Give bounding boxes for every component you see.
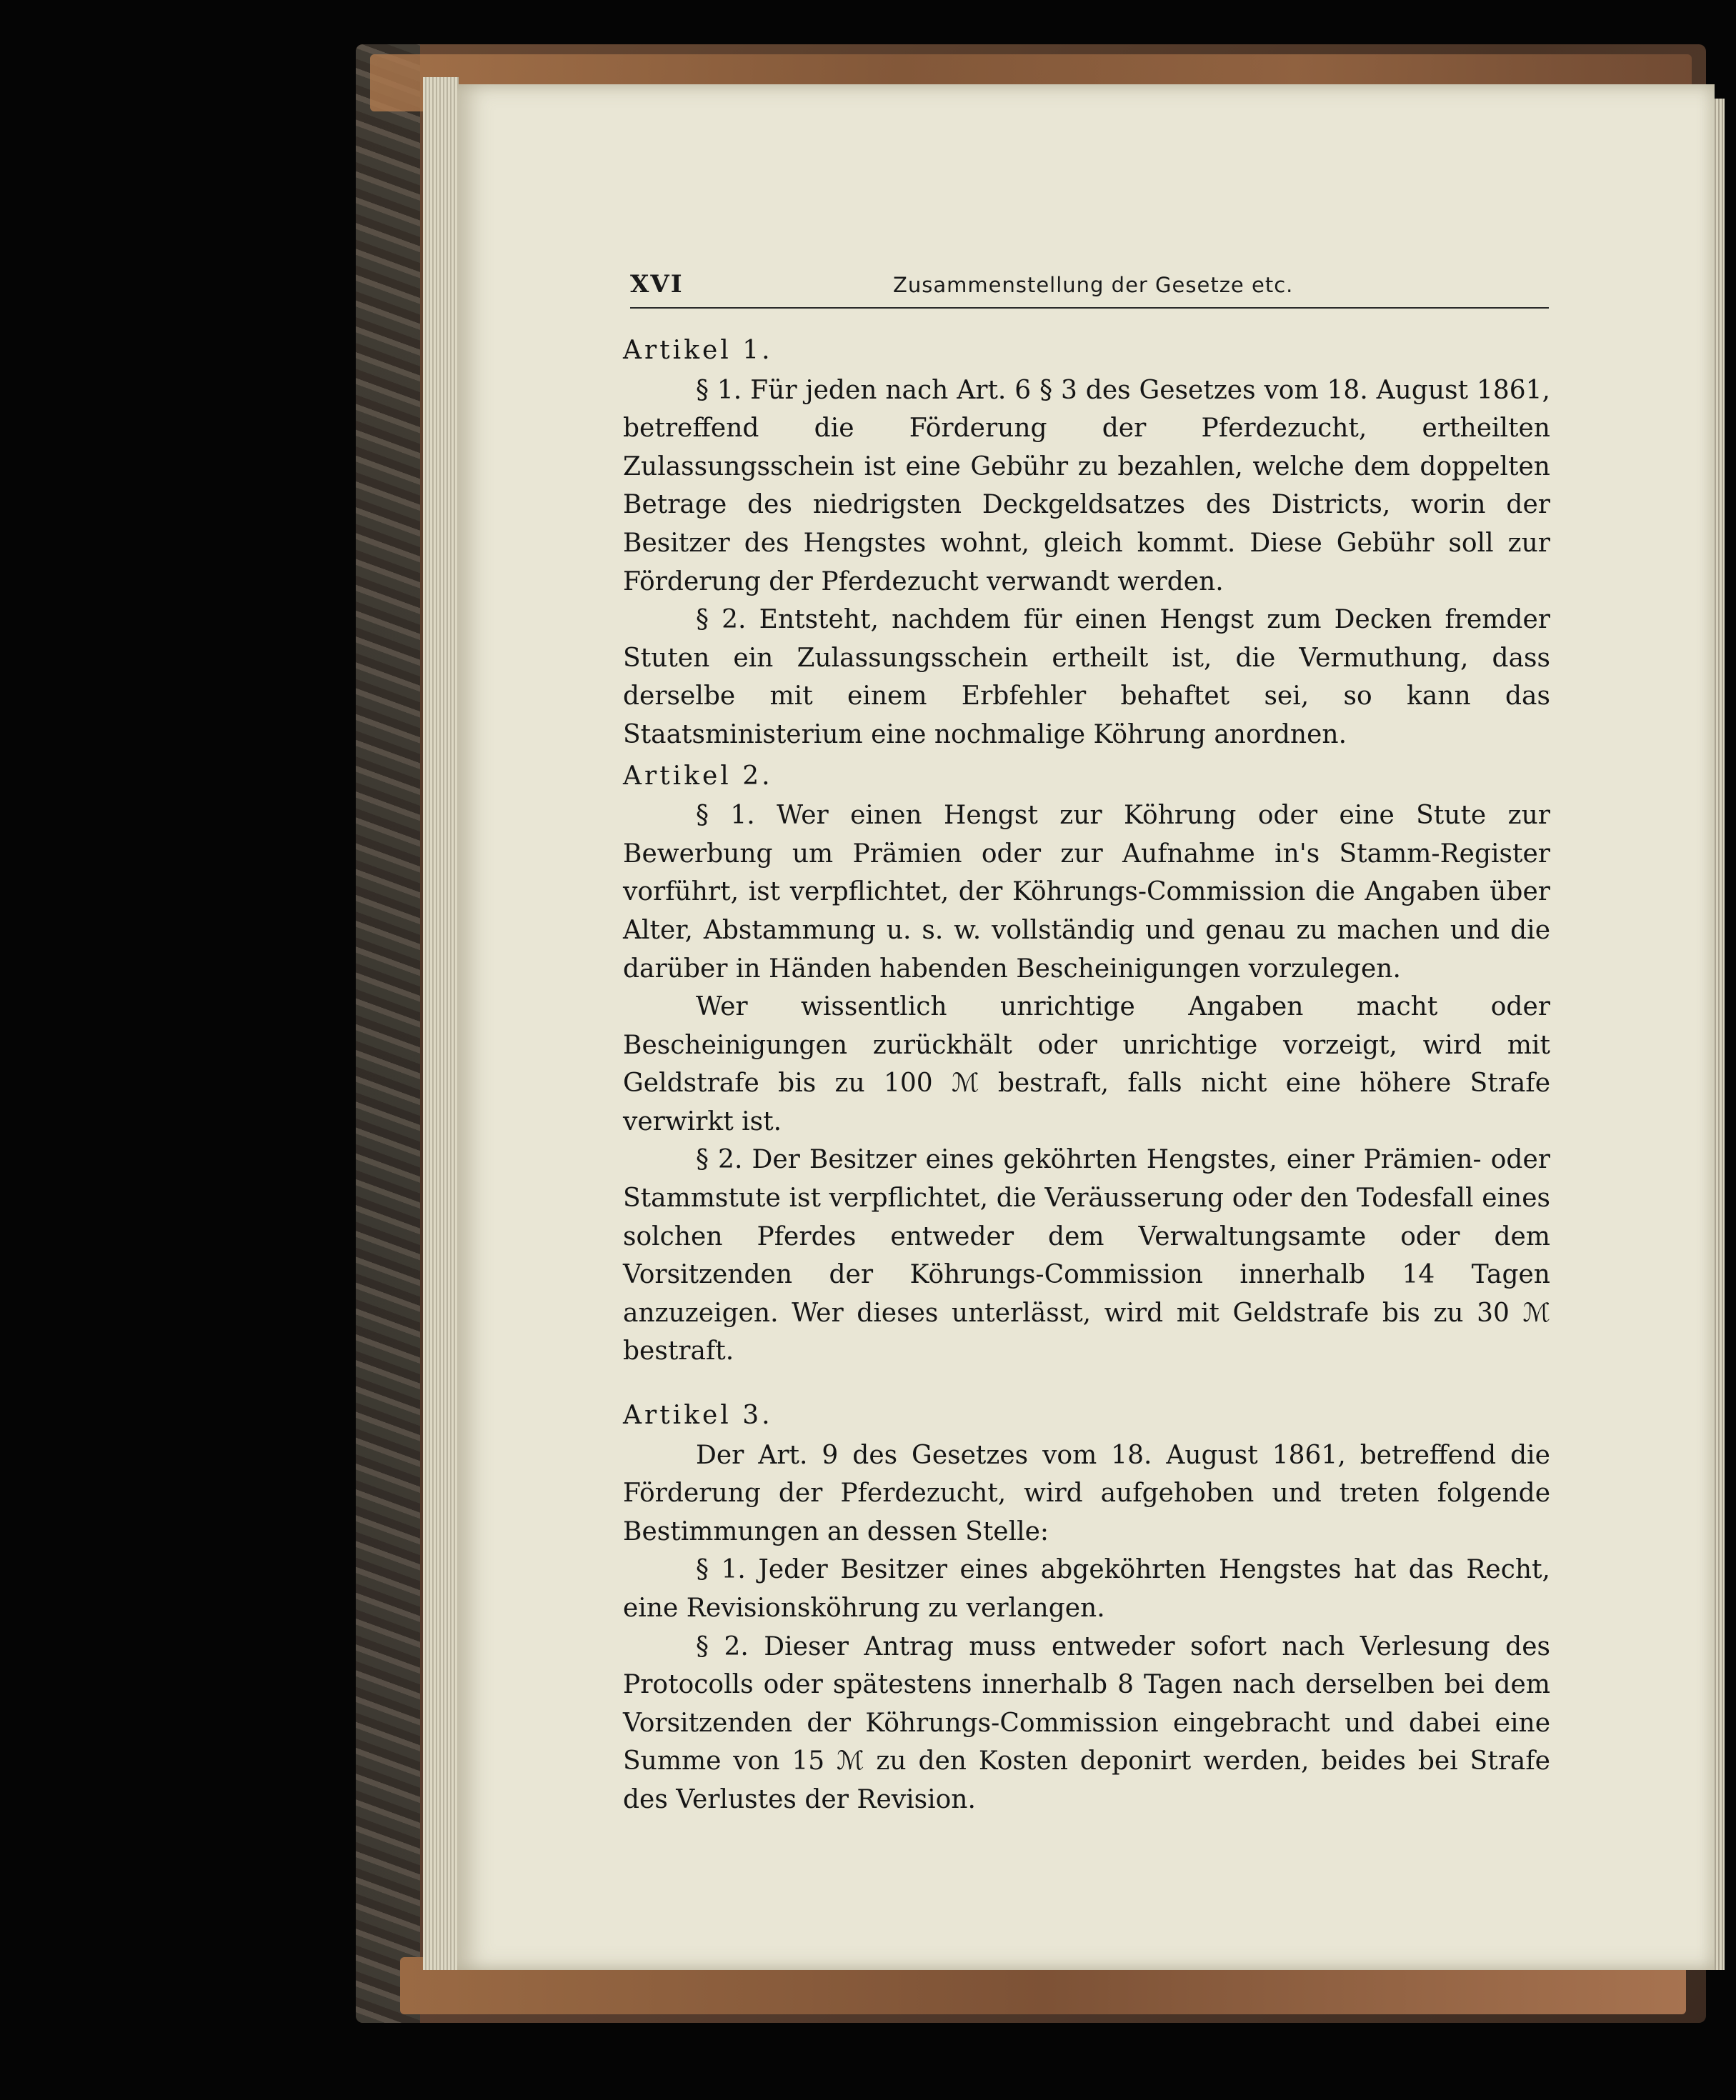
page-number: XVI xyxy=(630,270,684,299)
paragraph: § 1. Wer einen Hengst zur Köhrung oder eine Stute zur Bewerbung um Prämien oder zur Aufnahme in's Stamm-Register vorführt, ist verpflichtet, der Köhrungs-Commission die Angaben über Alter, Abstammung u. s. w. vollständig und genau zu machen und die darüber in Händen habenden Bescheinigungen vorzulegen. xyxy=(623,801,1550,984)
paragraph: § 2. Dieser Antrag muss entweder sofort nach Verlesung des Protocolls oder spätestens innerhalb 8 Tagen nach derselben bei dem Vorsitzenden der Köhrungs-Commission eingebracht und dabei eine Summe von 15 ℳ zu den Kosten deponirt werden, beides bei Strafe des Verlustes der Revision. xyxy=(623,1631,1550,1814)
page-header xyxy=(630,266,1545,309)
paragraph: Der Art. 9 des Gesetzes vom 18. August 1861, betreffend die Förderung der Pferdezucht, wird aufgehoben und treten folgende Bestimmungen an dessen Stelle: xyxy=(623,1440,1550,1546)
page-block-left-edges xyxy=(423,77,459,1970)
article-heading: Artikel 2. xyxy=(623,761,773,791)
page-body xyxy=(623,329,1550,1819)
article-heading: Artikel 1. xyxy=(623,336,773,365)
paragraph: § 1. Für jeden nach Art. 6 § 3 des Gesetzes vom 18. August 1861, betreffend die Förderung der Pferdezucht, ertheilten Zulassungsschein ist eine Gebühr zu bezahlen, welche dem doppelten Betrage des niedrigsten Deckgeldsatzes des Districts, worin der Besitzer des Hengstes wohnt, gleich kommt. Diese Gebühr soll zur Förderung der Pferdezucht verwandt werden. xyxy=(623,375,1550,596)
paragraph: § 2. Entsteht, nachdem für einen Hengst zum Decken fremder Stuten ein Zulassungsschein ertheilt ist, die Vermuthung, dass derselbe mit einem Erbfehler behaftet sei, so kann das Staatsministerium eine nochmalige Köhrung anordnen. xyxy=(623,605,1550,749)
paragraph: Wer wissentlich unrichtige Angaben macht oder Bescheinigungen zurückhält oder unrichtige vorzeigt, wird mit Geldstrafe bis zu 100 ℳ bestraft, falls nicht eine höhere Strafe verwirkt ist. xyxy=(623,992,1550,1136)
header-rule xyxy=(630,307,1549,309)
running-title: Zusammenstellung der Gesetze etc. xyxy=(893,273,1294,297)
paragraph: § 2. Der Besitzer eines geköhrten Hengstes, einer Prämien- oder Stammstute ist verpflichtet, die Veräusserung oder den Todesfall eines solchen Pferdes entweder dem Verwaltungsamte oder dem Vorsitzenden der Köhrungs-Commission innerhalb 14 Tagen anzuzeigen. Wer dieses unterlässt, wird mit Geldstrafe bis zu 30 ℳ bestraft. xyxy=(623,1145,1550,1366)
paragraph: § 1. Jeder Besitzer eines abgeköhrten Hengstes hat das Recht, eine Revisionsköhrung zu verlangen. xyxy=(623,1555,1550,1623)
article-heading: Artikel 3. xyxy=(623,1401,773,1431)
